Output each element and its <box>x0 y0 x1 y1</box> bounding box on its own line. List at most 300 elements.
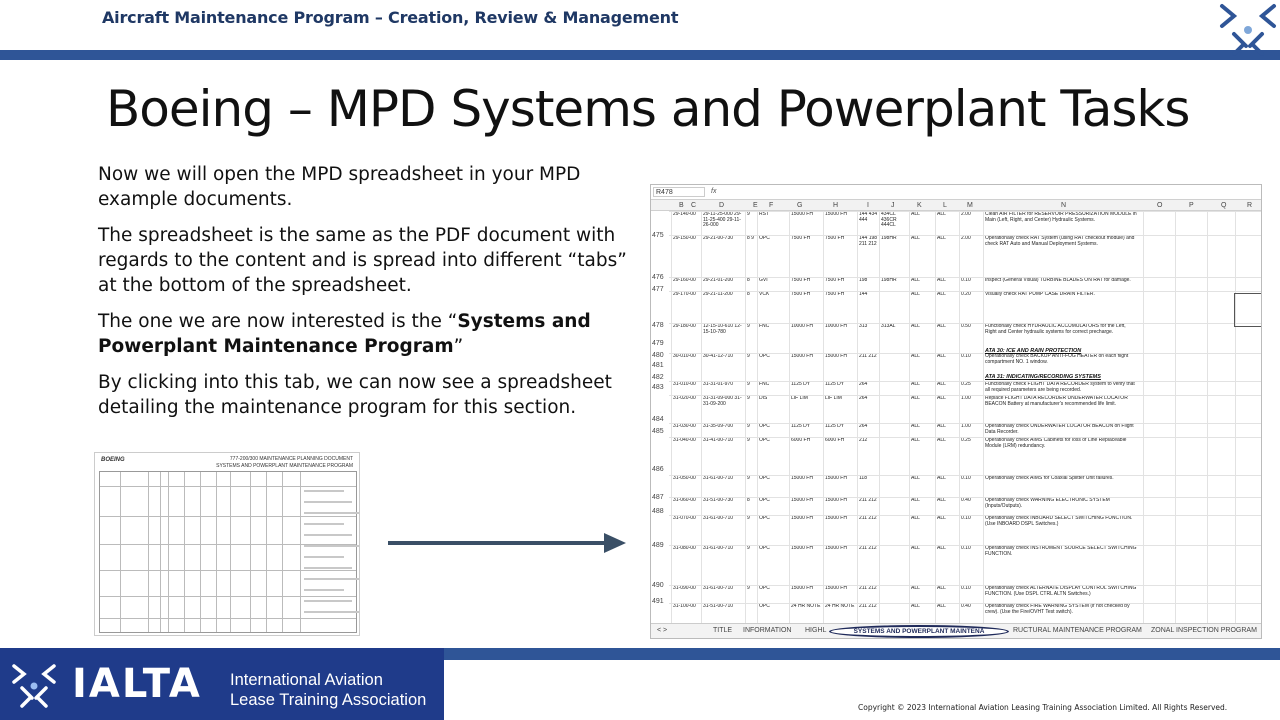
cell-n[interactable]: Operationally check BACKUP ANTI-FOG HEATER on each flight compartment NO. 1 window. <box>985 354 1129 365</box>
tab-information[interactable]: INFORMATION <box>743 627 792 634</box>
cell-k[interactable]: ALL <box>911 546 920 551</box>
column-header-f[interactable]: F <box>769 202 774 209</box>
cell-k[interactable]: ALL <box>911 382 920 387</box>
cell-f[interactable]: OPC <box>759 438 770 443</box>
cell-h[interactable]: 7500 FH <box>825 236 845 241</box>
cell-n[interactable]: Operationally check AIMS for Coaxial Splitter Unit failures. <box>985 476 1114 481</box>
cell-m[interactable]: 0.10 <box>961 476 971 481</box>
thumbnail-col-line <box>120 472 121 632</box>
column-header-l[interactable]: L <box>943 202 947 209</box>
cell-m[interactable]: 0.10 <box>961 278 971 283</box>
cell-f[interactable]: OPC <box>759 586 770 591</box>
thumbnail-text-line <box>304 589 344 591</box>
selected-cell[interactable] <box>1234 293 1262 327</box>
cell-d[interactable]: 29-21-00-730 <box>703 236 734 241</box>
grid-column-line <box>1235 212 1236 623</box>
cell-d[interactable]: 31-61-00-710 <box>703 546 734 551</box>
thumbnail-text-line <box>304 556 344 558</box>
cell-d[interactable]: 29-11-25-000 29-11-25-400 29-11-26-000 <box>703 212 742 229</box>
cell-l[interactable]: ALL <box>937 498 946 503</box>
cell-d[interactable]: 31-31-01-970 <box>703 382 734 387</box>
cell-i[interactable]: 118 <box>859 476 867 481</box>
grid-column-line <box>1143 212 1144 623</box>
cell-d[interactable]: 31-41-00-710 <box>703 438 734 443</box>
cell-i[interactable]: 264 <box>859 424 868 429</box>
cell-e[interactable]: 9 <box>747 546 750 551</box>
grid-column-line <box>857 212 858 623</box>
cell-d[interactable]: 12-15-10-610 12-15-10-780 <box>703 324 742 335</box>
grid-column-line <box>983 212 984 623</box>
column-header-j[interactable]: J <box>891 202 895 209</box>
tab-zonal[interactable]: ZONAL INSPECTION PROGRAM <box>1151 627 1257 634</box>
boeing-logo: BOEING <box>101 457 125 463</box>
cell-k[interactable]: ALL <box>911 212 920 217</box>
cell-g[interactable]: 7500 FH <box>791 278 811 283</box>
cell-g[interactable]: LIF LIM <box>791 396 808 401</box>
cell-f[interactable]: VCK <box>759 292 770 297</box>
cell-c[interactable]: 29-150-00 <box>673 236 696 241</box>
cell-i[interactable]: 313 <box>859 324 868 329</box>
cell-l[interactable]: ALL <box>937 324 946 329</box>
pdf-thumbnail <box>94 452 360 636</box>
tab-nav-arrows[interactable]: < > <box>657 627 668 634</box>
cell-l[interactable]: ALL <box>937 516 946 521</box>
cell-e[interactable]: 8 9 <box>747 236 754 241</box>
row-number[interactable]: 478 <box>652 322 664 329</box>
row-number[interactable]: 476 <box>652 274 664 281</box>
cell-f[interactable]: OPC <box>759 546 770 551</box>
cell-c[interactable]: 29-170-00 <box>673 292 696 297</box>
thumbnail-row-line <box>100 596 356 597</box>
column-header-g[interactable]: G <box>797 202 803 209</box>
cell-h[interactable]: 15000 FH <box>825 516 847 521</box>
cell-i[interactable]: 211 212 <box>859 354 877 359</box>
row-number[interactable]: 486 <box>652 466 664 473</box>
cell-f[interactable]: FNC <box>759 324 770 329</box>
cell-n[interactable]: Operationally check INBOARD SELECT SWITCHING FUNCTION. (Use INBOARD DSPL Switches.) <box>985 516 1133 527</box>
grid-column-line <box>1207 212 1208 623</box>
column-header-h[interactable]: H <box>833 202 839 209</box>
column-header-k[interactable]: K <box>917 202 922 209</box>
cell-m[interactable]: 0.40 <box>961 604 971 609</box>
thumbnail-text-line <box>304 611 360 613</box>
cell-k[interactable]: ALL <box>911 292 920 297</box>
cell-i[interactable]: 144 434 444 <box>859 212 878 223</box>
cell-h[interactable]: 15000 FH <box>825 476 847 481</box>
cell-k[interactable]: ALL <box>911 586 920 591</box>
thumbnail-text-line <box>304 545 360 547</box>
cell-h[interactable]: 1125 DY <box>825 382 845 387</box>
paragraph-3 <box>98 309 638 359</box>
cell-g[interactable]: 15000 FH <box>791 212 813 217</box>
cell-m[interactable]: 0.10 <box>961 546 971 551</box>
ialta-mark-icon <box>10 660 58 710</box>
cell-k[interactable]: ALL <box>911 516 920 521</box>
cell-c[interactable]: 31-030-00 <box>673 424 696 429</box>
formula-bar <box>651 185 1261 200</box>
cell-c[interactable]: 31-080-00 <box>673 546 696 551</box>
cell-k[interactable]: ALL <box>911 424 920 429</box>
cell-e[interactable]: 8 <box>747 498 750 503</box>
grid-column-line <box>671 212 672 623</box>
header-bar <box>0 50 1280 60</box>
cell-l[interactable]: ALL <box>937 354 946 359</box>
cell-m[interactable]: 0.50 <box>961 324 971 329</box>
row-number[interactable]: 477 <box>652 286 664 293</box>
paragraph-1: Now we will open the MPD spreadsheet in your MPD example documents. <box>98 164 581 210</box>
tab-title[interactable]: TITLE <box>713 627 733 634</box>
cell-h[interactable]: 6000 FH <box>825 438 845 443</box>
thumbnail-table <box>99 471 357 633</box>
ialta-org-name <box>230 670 426 710</box>
cell-g[interactable]: 15000 FH <box>791 586 813 591</box>
row-number[interactable]: 482 <box>652 374 664 381</box>
cell-n[interactable]: Functionally check HYDRAULIC ACCUMULATORS for the Left, Right and Center hydraulic systems for correct precharge. <box>985 324 1126 335</box>
spreadsheet-screenshot <box>650 184 1262 639</box>
cell-i[interactable]: 211 212 <box>859 516 877 521</box>
thumbnail-text-line <box>304 512 360 514</box>
row-number[interactable]: 488 <box>652 508 664 515</box>
column-header-n[interactable]: N <box>1061 202 1067 209</box>
cell-m[interactable]: 1.00 <box>961 396 971 401</box>
cell-l[interactable]: ALL <box>937 278 946 283</box>
cell-c[interactable]: 31-090-00 <box>673 586 696 591</box>
cell-h[interactable]: 15000 FH <box>825 546 847 551</box>
cell-n[interactable]: Replace FLIGHT DATA RECORDER UNDERWATER LOCATOR BEACON Battery at manufacturer's recommended life limit. <box>985 396 1128 407</box>
cell-d[interactable]: 31-61-00-710 <box>703 586 734 591</box>
cell-d[interactable]: 31-61-00-710 <box>703 516 734 521</box>
cell-g[interactable]: 1125 DY <box>791 424 811 429</box>
grid-column-line <box>1175 212 1176 623</box>
thumbnail-text-line <box>304 501 352 503</box>
cell-g[interactable]: 15000 FH <box>791 516 813 521</box>
fx-icon[interactable]: fx <box>711 188 717 195</box>
cell-d[interactable]: 31-61-00-710 <box>703 476 734 481</box>
cell-c[interactable]: 31-070-00 <box>673 516 696 521</box>
cell-i[interactable]: 144 198 211 212 <box>859 236 878 247</box>
cell-n[interactable]: Operationally check WARNING ELECTRONIC SYSTEM (Inputs/Outputs). <box>985 498 1110 509</box>
cell-e[interactable]: 9 <box>747 476 750 481</box>
cell-n[interactable]: Operationally check AIMS Cabinets for loss of Line Replaceable Module (LRM) redundancy. <box>985 438 1127 449</box>
cell-c[interactable]: 29-140-00 <box>673 212 696 217</box>
cell-c[interactable]: 31-040-00 <box>673 438 696 443</box>
grid-column-line <box>823 212 824 623</box>
cell-c[interactable]: 31-100-00 <box>673 604 696 609</box>
cell-i[interactable]: 211 212 <box>859 498 877 503</box>
cell-e[interactable]: 9 <box>747 212 750 217</box>
row-number[interactable]: 481 <box>652 362 664 369</box>
paragraph-2: The spreadsheet is the same as the PDF document with regards to the content and is spread into different “tabs” at the bottom of the spreadsheet. <box>98 225 627 296</box>
row-number[interactable]: 484 <box>652 416 664 423</box>
thumbnail-col-line <box>250 472 251 632</box>
row-number[interactable]: 483 <box>652 384 664 391</box>
cell-j[interactable]: 313AL <box>881 324 896 329</box>
cell-d[interactable]: 31-51-00-710 <box>703 604 734 609</box>
thumbnail-doc-title <box>216 456 353 470</box>
cell-n[interactable]: Clean AIR FILTER for RESERVOIR PRESSURIZATION MODULE in Main (Left, Right, and Center) Hydraulic Systems. <box>985 212 1137 223</box>
grid-column-line <box>909 212 910 623</box>
ata-30-header[interactable]: ATA 30: ICE AND RAIN PROTECTION <box>985 348 1082 354</box>
cell-k[interactable]: ALL <box>911 604 920 609</box>
cell-f[interactable]: OPC <box>759 516 770 521</box>
column-header-p[interactable]: P <box>1189 202 1194 209</box>
cell-e[interactable]: 9 <box>747 586 750 591</box>
grid-column-line <box>959 212 960 623</box>
thumbnail-col-line <box>200 472 201 632</box>
cell-l[interactable]: ALL <box>937 382 946 387</box>
tab-systems-powerplant[interactable]: SYSTEMS AND POWERPLANT MAINTENA <box>829 625 1009 638</box>
cell-k[interactable]: ALL <box>911 354 920 359</box>
cell-g[interactable]: 15000 FH <box>791 476 813 481</box>
thumbnail-text-line <box>304 567 352 569</box>
column-header-q[interactable]: Q <box>1221 202 1227 209</box>
column-headers <box>651 200 1261 211</box>
cell-l[interactable]: ALL <box>937 424 946 429</box>
cell-j[interactable]: 434CL 436CR 444CL <box>881 212 897 229</box>
thumbnail-doc-title-2: SYSTEMS AND POWERPLANT MAINTENANCE PROGRAM <box>216 463 353 469</box>
org-line-1: International Aviation <box>230 671 383 689</box>
cell-g[interactable]: 10000 FH <box>791 324 813 329</box>
column-header-o[interactable]: O <box>1157 202 1163 209</box>
cell-d[interactable]: 29-21-11-200 <box>703 292 733 297</box>
paragraph-3-bold: Systems and Powerplant Maintenance Program <box>98 311 591 357</box>
cell-c[interactable]: 31-060-00 <box>673 498 696 503</box>
header-title: Aircraft Maintenance Program – Creation, Review & Management <box>102 8 679 27</box>
ialta-corner-logo-icon <box>1216 0 1280 62</box>
thumbnail-col-line <box>184 472 185 632</box>
cell-g[interactable]: 7500 FH <box>791 292 811 297</box>
cell-l[interactable]: ALL <box>937 236 946 241</box>
cell-g[interactable]: 6000 FH <box>791 438 811 443</box>
cell-c[interactable]: 30-010-00 <box>673 354 696 359</box>
column-header-e[interactable]: E <box>753 202 758 209</box>
cell-m[interactable]: 0.40 <box>961 498 971 503</box>
tab-highlights[interactable]: HIGHL <box>805 627 827 634</box>
cell-c[interactable]: 31-050-00 <box>673 476 696 481</box>
cell-d[interactable]: 30-41-12-710 <box>703 354 734 359</box>
cell-n[interactable]: Operationally check ALTERNATE DISPLAY CONTROL SWITCHING FUNCTION. (Use DSPL CTRL ALTN Switches.) <box>985 586 1137 597</box>
arrow-shaft <box>388 541 610 545</box>
cell-l[interactable]: ALL <box>937 292 946 297</box>
cell-c[interactable]: 31-010-00 <box>673 382 696 387</box>
cell-h[interactable]: 7500 FH <box>825 278 845 283</box>
spreadsheet-rows <box>651 212 1261 623</box>
thumbnail-row-line <box>100 618 356 619</box>
cell-n[interactable]: Functionally check FLIGHT DATA RECORDER system to verify that all required parameters are being recorded. <box>985 382 1135 393</box>
tab-structural[interactable]: RUCTURAL MAINTENANCE PROGRAM <box>1013 627 1142 634</box>
thumbnail-row-line <box>100 570 356 571</box>
row-number[interactable]: 479 <box>652 340 664 347</box>
cell-m[interactable]: 2.00 <box>961 236 971 241</box>
cell-f[interactable]: GVI <box>759 278 768 283</box>
column-header-i[interactable]: I <box>867 202 869 209</box>
cell-k[interactable]: ALL <box>911 396 920 401</box>
cell-l[interactable]: ALL <box>937 586 946 591</box>
cell-f[interactable]: RST <box>759 212 769 217</box>
cell-e[interactable]: 9 <box>747 382 750 387</box>
thumbnail-col-line <box>216 472 217 632</box>
row-number[interactable]: 480 <box>652 352 664 359</box>
copyright-text: Copyright © 2023 International Aviation Leasing Training Association Limited. All Rights Reserved. <box>858 703 1228 712</box>
thumbnail-text-line <box>304 578 360 580</box>
cell-g[interactable]: 7500 FH <box>791 236 811 241</box>
thumbnail-col-line <box>148 472 149 632</box>
cell-h[interactable]: 7500 FH <box>825 292 845 297</box>
slide-title: Boeing – MPD Systems and Powerplant Tasks <box>106 80 1190 138</box>
cell-m[interactable]: 0.20 <box>961 292 971 297</box>
thumbnail-col-line <box>282 472 283 632</box>
cell-f[interactable]: OPC <box>759 498 770 503</box>
cell-c[interactable]: 29-160-00 <box>673 278 696 283</box>
column-header-c[interactable]: C <box>691 202 697 209</box>
thumbnail-col-line <box>300 472 301 632</box>
cell-l[interactable]: ALL <box>937 396 946 401</box>
thumbnail-col-line <box>230 472 231 632</box>
cell-g[interactable]: 15000 FH <box>791 354 813 359</box>
cell-i[interactable]: 198 <box>859 278 868 283</box>
cell-g[interactable]: 24 HR NOTE <box>791 604 821 609</box>
cell-j[interactable]: 198HR <box>881 278 897 283</box>
cell-e[interactable]: 9 <box>747 516 750 521</box>
paragraph-3-prefix: The one we are now interested is the “ <box>98 311 458 332</box>
cell-e[interactable]: 9 <box>747 424 750 429</box>
cell-f[interactable]: OPC <box>759 236 770 241</box>
cell-f[interactable]: OPC <box>759 424 770 429</box>
paragraph-4: By clicking into this tab, we can now see a spreadsheet detailing the maintenance program for this section. <box>98 372 612 418</box>
cell-k[interactable]: ALL <box>911 236 920 241</box>
cell-n[interactable]: Operationally check INSTRUMENT SOURCE SELECT SWITCHING FUNCTION. <box>985 546 1137 557</box>
cell-d[interactable]: 31-31-09-000 31-31-09-200 <box>703 396 742 407</box>
cell-l[interactable]: ALL <box>937 604 946 609</box>
cell-h[interactable]: 15000 FH <box>825 212 847 217</box>
cell-f[interactable]: OPC <box>759 354 770 359</box>
cell-g[interactable]: 15000 FH <box>791 498 813 503</box>
cell-h[interactable]: 1125 DY <box>825 424 845 429</box>
cell-k[interactable]: ALL <box>911 278 920 283</box>
cell-d[interactable]: 29-21-01-200 <box>703 278 734 283</box>
cell-i[interactable]: 212 <box>859 438 868 443</box>
cell-f[interactable]: DIS <box>759 396 768 401</box>
cell-e[interactable]: 8 <box>747 292 750 297</box>
cell-m[interactable]: 0.25 <box>961 438 971 443</box>
cell-j[interactable]: 198HR <box>881 236 897 241</box>
cell-n[interactable]: Operationally check UNDERWATER LOCATOR BEACON on Flight Data Recorder. <box>985 424 1134 435</box>
cell-e[interactable]: 9 <box>747 438 750 443</box>
cell-k[interactable]: ALL <box>911 324 920 329</box>
cell-h[interactable]: 24 HR NOTE <box>825 604 855 609</box>
org-line-2: Lease Training Association <box>230 691 427 709</box>
cell-l[interactable]: ALL <box>937 438 946 443</box>
row-number[interactable]: 490 <box>652 582 664 589</box>
cell-h[interactable]: 15000 FH <box>825 498 847 503</box>
column-header-r[interactable]: R <box>1247 202 1253 209</box>
cell-h[interactable]: 15000 FH <box>825 586 847 591</box>
grid-column-line <box>935 212 936 623</box>
cell-c[interactable]: 29-180-00 <box>673 324 696 329</box>
row-number[interactable]: 475 <box>652 232 664 239</box>
row-number[interactable]: 485 <box>652 428 664 435</box>
cell-m[interactable]: 1.00 <box>961 424 971 429</box>
grid-column-line <box>757 212 758 623</box>
ialta-logo-box <box>0 648 444 720</box>
cell-c[interactable]: 31-020-00 <box>673 396 696 401</box>
thumbnail-text-line <box>304 523 344 525</box>
paragraph-3-suffix: ” <box>453 336 464 357</box>
cell-d[interactable]: 31-35-09-700 <box>703 424 734 429</box>
ata-31-header[interactable]: ATA 31: INDICATING/RECORDING SYSTEMS <box>985 374 1101 380</box>
cell-f[interactable]: OPC <box>759 476 770 481</box>
cell-i[interactable]: 264 <box>859 396 868 401</box>
thumbnail-text-line <box>304 534 352 536</box>
thumbnail-text-line <box>304 490 344 492</box>
cell-m[interactable]: 0.25 <box>961 382 971 387</box>
cell-h[interactable]: 15000 FH <box>825 354 847 359</box>
cell-m[interactable]: 0.10 <box>961 586 971 591</box>
thumbnail-doc-title-1: 777-200/300 MAINTENANCE PLANNING DOCUMENT <box>229 456 353 462</box>
cell-e[interactable]: 8 <box>747 278 750 283</box>
row-number[interactable]: 491 <box>652 598 664 605</box>
thumbnail-row-line <box>100 516 356 517</box>
column-header-b[interactable]: B <box>679 202 684 209</box>
grid-column-line <box>745 212 746 623</box>
cell-e[interactable]: 9 <box>747 396 750 401</box>
grid-column-line <box>701 212 702 623</box>
cell-k[interactable]: ALL <box>911 438 920 443</box>
cell-i[interactable]: 211 212 <box>859 546 877 551</box>
cell-f[interactable]: FNC <box>759 382 770 387</box>
column-header-m[interactable]: M <box>967 202 973 209</box>
cell-h[interactable]: 10000 FH <box>825 324 847 329</box>
cell-k[interactable]: ALL <box>911 476 920 481</box>
cell-k[interactable]: ALL <box>911 498 920 503</box>
cell-m[interactable]: 0.10 <box>961 354 971 359</box>
cell-n[interactable]: Operationally check FIRE WARNING SYSTEM (if not checked by crew). (Use the Fire/OVHT Test switch). <box>985 604 1130 615</box>
cell-i[interactable]: 211 212 <box>859 604 877 609</box>
cell-d[interactable]: 31-51-00-730 <box>703 498 734 503</box>
grid-column-line <box>879 212 880 623</box>
sheet-tab-bar <box>651 623 1261 638</box>
thumbnail-col-line <box>160 472 161 632</box>
row-number[interactable]: 489 <box>652 542 664 549</box>
cell-g[interactable]: 1125 DY <box>791 382 811 387</box>
cell-i[interactable]: 264 <box>859 382 868 387</box>
cell-e[interactable]: 9 <box>747 354 750 359</box>
column-header-d[interactable]: D <box>719 202 725 209</box>
cell-g[interactable]: 15000 FH <box>791 546 813 551</box>
thumbnail-col-line <box>168 472 169 632</box>
cell-n[interactable]: Inspect (General Visual) TURBINE BLADES ON RAT for damage. <box>985 278 1131 283</box>
cell-i[interactable]: 144 <box>859 292 868 297</box>
thumbnail-text-line <box>304 600 352 602</box>
cell-i[interactable]: 211 212 <box>859 586 877 591</box>
cell-l[interactable]: ALL <box>937 212 946 217</box>
body-text <box>98 162 638 431</box>
cell-e[interactable]: 9 <box>747 324 750 329</box>
row-number[interactable]: 487 <box>652 494 664 501</box>
cell-l[interactable]: ALL <box>937 476 946 481</box>
thumbnail-row-line <box>100 486 356 487</box>
arrow-right-icon <box>604 533 626 553</box>
cell-h[interactable]: LIF LIM <box>825 396 842 401</box>
cell-f[interactable]: OPC <box>759 604 770 609</box>
cell-n[interactable]: Visually check RAT PUMP CASE DRAIN FILTER. <box>985 292 1095 297</box>
cell-n[interactable]: Operationally check RAT System (using RAT checkout module) and check RAT Auto and Manual Deployment Systems. <box>985 236 1135 247</box>
cell-l[interactable]: ALL <box>937 546 946 551</box>
name-box[interactable]: R478 <box>653 187 705 197</box>
cell-m[interactable]: 0.10 <box>961 516 971 521</box>
ialta-logo-text: IALTA <box>72 661 202 707</box>
cell-m[interactable]: 2.00 <box>961 212 971 217</box>
